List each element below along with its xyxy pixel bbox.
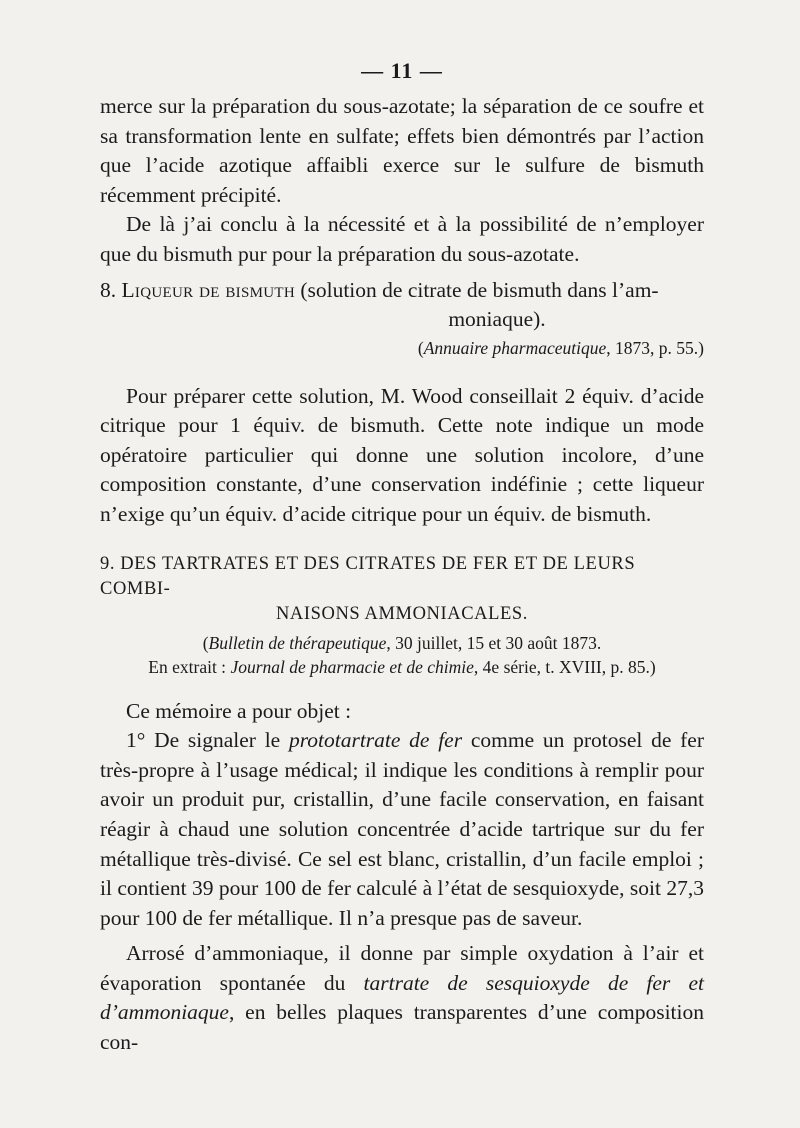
entry-9-citation-2-journal: Journal de pharmacie et de chimie [230, 656, 474, 677]
paragraph-memoire-object: Ce mémoire a pour objet : [126, 698, 352, 723]
entry-9-heading [100, 552, 704, 627]
entry-8-citation: (Annuaire pharmaceutique, 1873, p. 55.) [417, 337, 704, 358]
entry-9-title-line2: NAISONS AMMONIACALES. [275, 603, 529, 624]
entry-9-title-line1: 9. DES TARTRATES ET DES CITRATES DE FER ET DE LEURS COMBI- [100, 553, 636, 599]
entry-9-citation-1-journal: Bulletin de thérapeutique [208, 632, 387, 653]
paragraph-wood-solution: Pour préparer cette solution, M. Wood conseillait 2 équiv. d’acide citrique pour 1 équiv. de bismuth. Cette note indique un mode opératoire particulier qui donne une solution incolore, d’une composition constante, d’une conservation indéfinie ; cette liqueur n’exige qu’un équiv. d’acide citrique pour un équiv. de bismuth. [100, 383, 704, 526]
entry-8-title: Liqueur de bismuth [121, 277, 295, 302]
paragraph-ammoniaque: Arrosé d’ammoniaque, il donne par simple oxydation à l’air et évaporation spontanée du tartrate de sesquioxyde de fer et d’ammoniaque, en belles plaques transparentes d’une composition con- [100, 941, 705, 1055]
entry-8-description-line2: moniaque). [448, 306, 546, 331]
entry-9-citation-2: En extrait : Journal de pharmacie et de chimie, 4e série, t. XVIII, p. 85.) [148, 656, 656, 677]
page-number: — 11 — [361, 58, 443, 83]
term-prototartrate: prototartrate de fer [288, 728, 463, 753]
entry-9-citation-1: (Bulletin de thérapeutique, 30 juillet, 15 et 30 août 1873. [202, 632, 602, 653]
entry-8-description-line1: (solution de citrate de bismuth dans l’am- [300, 277, 659, 302]
entry-8-heading [100, 276, 704, 334]
paragraph-conclusion: De là j’ai conclu à la nécessité et à la possibilité de n’employer que du bismuth pur pour la préparation du sous-azotate. [100, 212, 704, 266]
entry-8-citation-journal: Annuaire pharmaceutique [423, 337, 607, 358]
paragraph-prototartrate: 1° De signaler le prototartrate de fer comme un protosel de fer très-propre à l’usage médical; il indique les conditions à remplir pour avoir un produit pur, cristallin, d’une facile conservation, en faisant réagir à chaud une solution concentrée d’acide tartrique sur du fer métallique très-divisé. Ce sel est blanc, cristallin, d’un facile emploi ; il contient 39 pour 100 de fer calculé à l’état de sesquioxyde, soit 27,3 pour 100 de fer métallique. Il n’a presque pas de saveur. [100, 728, 705, 930]
entry-8-number: 8. [100, 277, 117, 302]
paragraph-continuation: merce sur la préparation du sous-azotate; la séparation de ce soufre et sa transformation lente en sulfate; effets bien démontrés par l’action que l’acide azotique affaibli exerce sur le sulfure de bismuth récemment précipité. [100, 94, 704, 207]
term-tartrate-sesquioxyde: tartrate de sesquioxyde de fer et d’ammoniaque [100, 970, 705, 1025]
document-page [100, 56, 704, 1096]
